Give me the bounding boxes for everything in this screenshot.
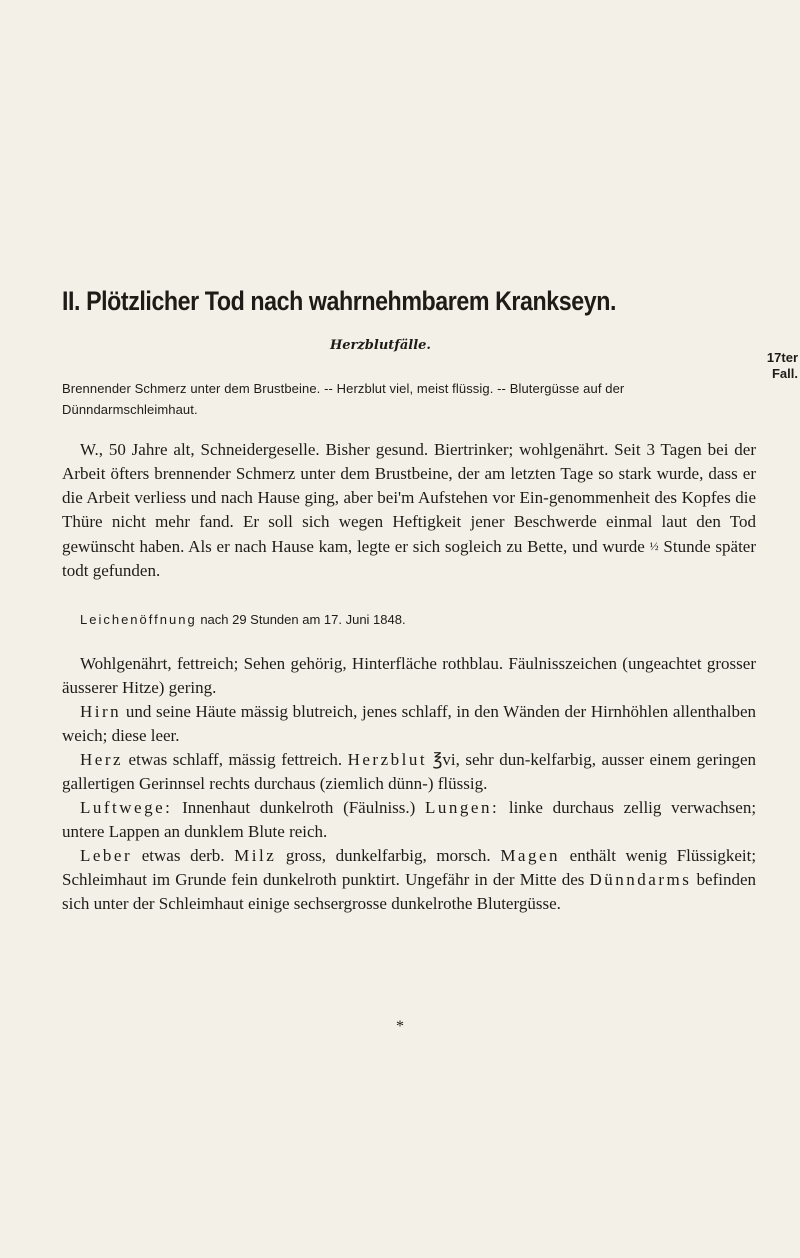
text-lungen: linke durchaus zellig verwachsen; untere Lappen an dunklem Blute reich.: [62, 798, 757, 841]
term-duenndarm: Dünndarms: [589, 870, 692, 889]
term-milz: Milz: [234, 846, 277, 865]
chapter-heading: II. Plötzlicher Tod nach wahrnehmbarem Krankseyn.: [62, 286, 616, 316]
autopsy-detail: nach 29 Stunden am 17. Juni 1848.: [200, 612, 406, 627]
findings-heart: [62, 748, 756, 796]
autopsy-findings: [62, 652, 756, 916]
history-text-end: Stunde später todt gefunden.: [62, 537, 756, 580]
autopsy-label: Leichenöffnung: [80, 612, 197, 627]
signature-mark: *: [396, 1018, 404, 1035]
text-milz: gross, dunkelfarbig, morsch.: [285, 846, 491, 865]
term-magen: Magen: [500, 846, 561, 865]
term-herz: Herz: [80, 750, 124, 769]
case-word: Fall.: [771, 366, 798, 381]
text-duenndarm: befinden sich unter der Schleimhaut einige sechsergrosse dunkelrothe Blutergüsse.: [62, 870, 757, 913]
text-herz: etwas schlaff, mässig fettreich.: [128, 750, 343, 769]
findings-external: Wohlgenährt, fettreich; Sehen gehörig, Hinterfläche rothblau. Fäulnisszeichen (ungeachtet grosser äusserer Hitze) gering.: [62, 654, 756, 697]
term-luftwege: Luftwege:: [80, 798, 173, 817]
fraction-half: ½: [649, 539, 659, 553]
autopsy-heading: [80, 612, 406, 627]
text-leber: etwas derb.: [141, 846, 225, 865]
text-herzblut: ℥vi, sehr dun-kelfarbig, ausser einem geringen gallertigen Gerinnsel rechts durchaus (ziemlich dünn-) flüssig.: [62, 750, 757, 793]
case-history: [62, 438, 756, 583]
term-herzblut: Herzblut: [347, 750, 428, 769]
findings-brain: [62, 700, 756, 748]
term-hirn: Hirn: [80, 702, 122, 721]
case-number: 17ter: [766, 350, 798, 365]
history-text: W., 50 Jahre alt, Schneidergeselle. Bisher gesund. Biertrinker; wohlgenährt. Seit 3 Tagen bei der Arbeit öfters brennender Schmerz unter dem Brustbeine, der am letzten Tage so stark wurde, dass er die Arbeit verliess und nach Hause ging, aber bei'm Aufstehen vor Ein-genommenheit des Kopfes die Thüre nicht mehr fand. Er soll sich wegen Heftigkeit jener Beschwerde einmal laut den Tod gewünscht haben. Als er nach Hause kam, legte er sich sogleich zu Bette, und wurde: [62, 440, 756, 556]
term-lungen: Lungen:: [425, 798, 500, 817]
term-leber: Leber: [80, 846, 133, 865]
text-luftwege: Innenhaut dunkelroth (Fäulniss.): [182, 798, 416, 817]
section-title: Herzblutfälle.: [330, 338, 431, 353]
case-summary: Brennender Schmerz unter dem Brustbeine. -- Herzblut viel, meist flüssig. -- Blutergüsse auf der Dünndarmschleimhaut.: [62, 381, 625, 417]
findings-abdomen: [62, 844, 756, 916]
text-magen: enthält wenig Flüssigkeit; Schleimhaut im Grunde fein dunkelroth punktirt. Ungefähr in der Mitte des: [62, 846, 757, 889]
text-hirn: und seine Häute mässig blutreich, jenes schlaff, in den Wänden der Hirnhöhlen allenthalben weich; diese leer.: [62, 702, 756, 745]
findings-airways: [62, 796, 756, 844]
